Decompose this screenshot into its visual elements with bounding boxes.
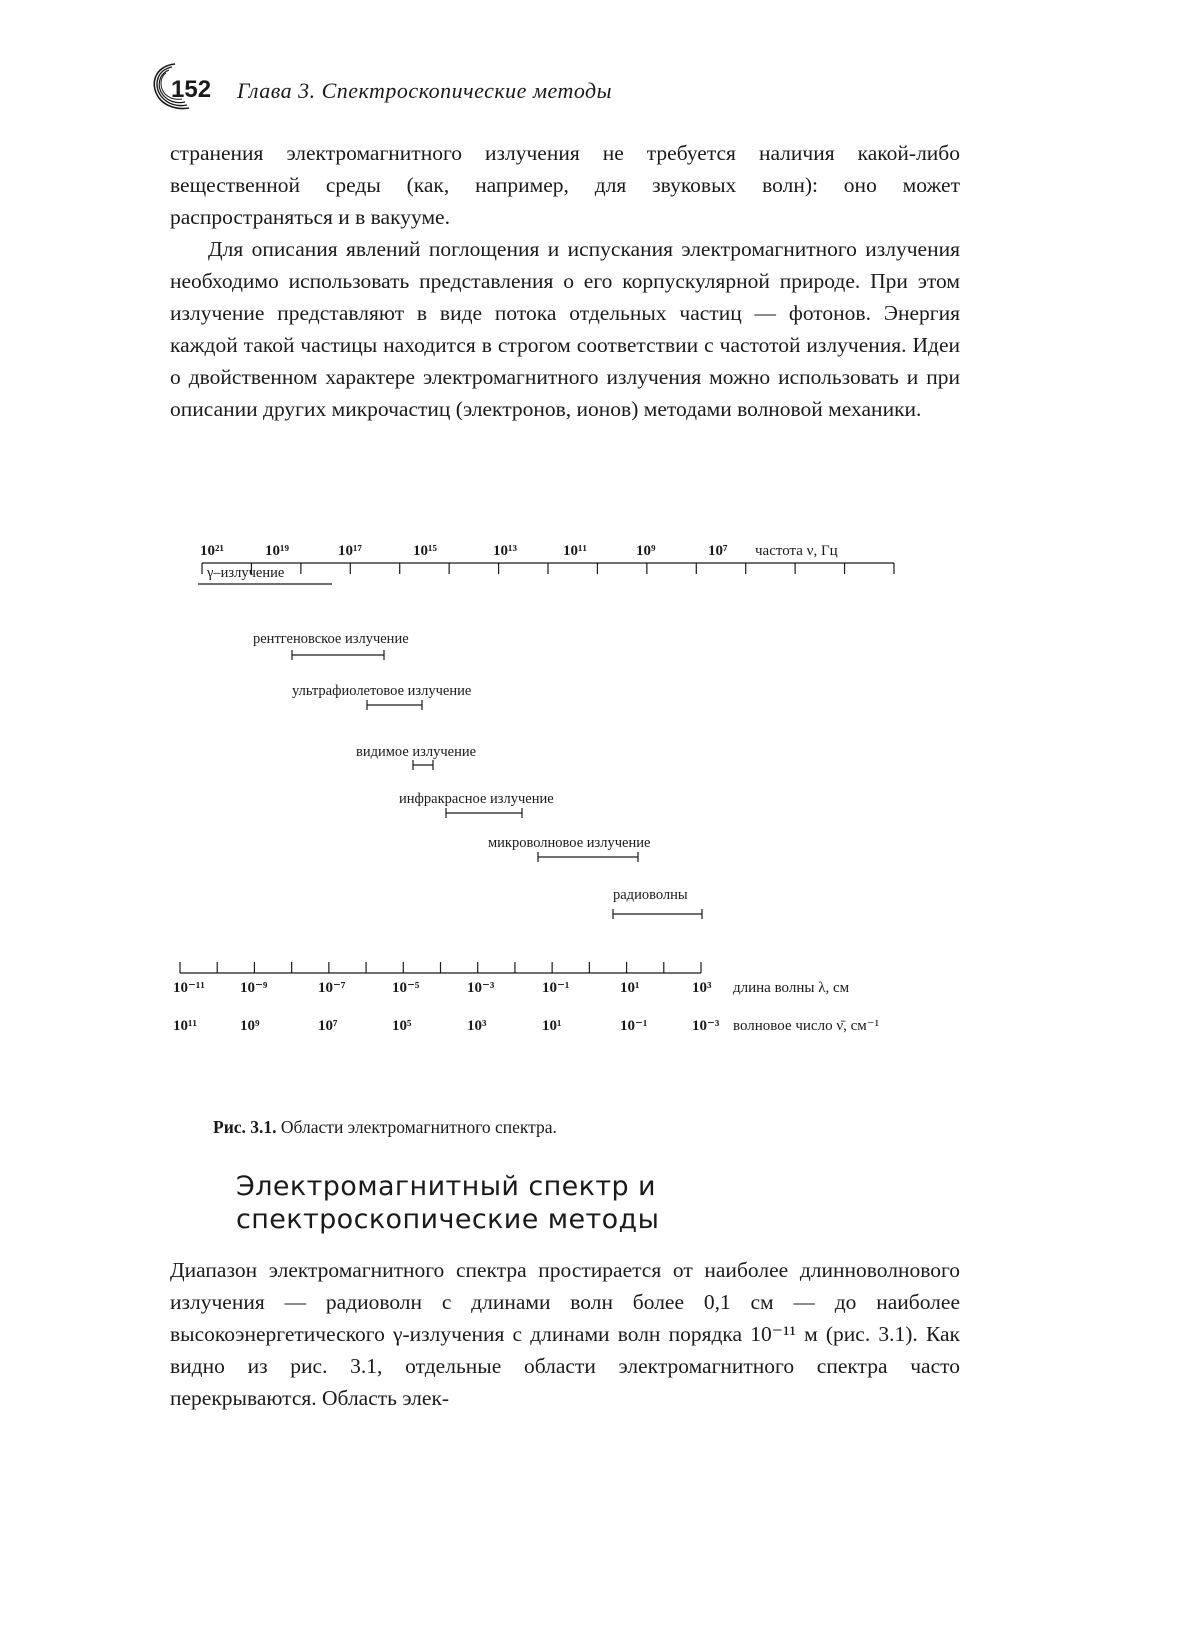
frequency-tick-label: 10⁹: [636, 543, 656, 559]
wavelength-axis-label: длина волны λ, см: [733, 980, 850, 996]
wavenumber-tick-label: 10⁻¹: [620, 1018, 648, 1034]
paragraph-1: странения электромагнитного излучения не требуется наличия какой-либо вещественной среды (как, например, для звуковых волн): оно может распространяться и в вакууме.: [170, 141, 960, 229]
spectrum-figure: [170, 530, 1000, 1100]
wavelength-tick-label: 10¹: [620, 980, 640, 996]
frequency-axis: [200, 543, 894, 574]
spectrum-diagram: [170, 530, 1000, 1100]
frequency-tick-label: 10¹¹: [563, 543, 587, 559]
wavenumber-axis: [173, 1018, 879, 1034]
frequency-tick-label: 10¹⁹: [265, 543, 289, 559]
region-visible: [356, 744, 476, 770]
wavelength-tick-label: 10⁻⁷: [318, 980, 346, 996]
region-gamma: [198, 565, 332, 584]
region-xray: [253, 631, 409, 660]
frequency-tick-label: 10²¹: [200, 543, 224, 559]
wavelength-tick-label: 10⁻¹¹: [173, 980, 205, 996]
region-radio: [613, 887, 702, 919]
wavelength-tick-label: 10³: [692, 980, 712, 996]
spectrum-regions: [198, 565, 702, 919]
wavelength-tick-label: 10⁻¹: [542, 980, 570, 996]
frequency-tick-label: 10¹⁵: [413, 543, 437, 559]
region-visible-label: видимое излучение: [356, 744, 477, 760]
wavelength-tick-label: 10⁻³: [467, 980, 495, 996]
page-number: 152: [171, 76, 212, 103]
wavelength-axis: [173, 962, 850, 996]
wavenumber-tick-label: 10¹: [542, 1018, 562, 1034]
frequency-tick-label: 10⁷: [708, 543, 728, 559]
wavelength-tick-label: 10⁻⁹: [240, 980, 268, 996]
wavenumber-tick-label: 10⁻³: [692, 1018, 720, 1034]
region-uv: [292, 683, 471, 710]
frequency-axis-label: частота ν, Гц: [755, 543, 838, 559]
region-uv-label: ультрафиолетовое излучение: [292, 683, 472, 699]
figure-caption-prefix: Рис. 3.1.: [213, 1117, 277, 1137]
running-title: Глава 3. Спектроскопические методы: [237, 78, 613, 103]
wavenumber-tick-label: 10⁷: [318, 1018, 338, 1034]
frequency-tick-label: 10¹⁷: [338, 543, 362, 559]
figure-caption-text: Области электромагнитного спектра.: [280, 1117, 557, 1137]
region-xray-label: рентгеновское излучение: [253, 631, 409, 647]
page-header: [145, 58, 965, 114]
section-title: Электромагнитный спектр и спектроскопические методы: [236, 1171, 660, 1235]
region-infrared: [399, 791, 554, 818]
wavenumber-tick-label: 10¹¹: [173, 1018, 197, 1034]
figure-caption: [213, 1117, 557, 1138]
region-microwave-label: микроволновое излучение: [488, 835, 651, 851]
wavenumber-axis-label: волновое число ν̄, см⁻¹: [733, 1018, 880, 1034]
region-infrared-label: инфракрасное излучение: [399, 791, 554, 807]
body-paragraph: Диапазон электромагнитного спектра простирается от наиболее длинноволнового излучения — радиоволн с длинами волн более 0,1 см — до наиболее высокоэнергетического γ-излучения с длинами волн порядка 10⁻¹¹ м (рис. 3.1). Как видно из рис. 3.1, отдельные области электромагнитного спектра часто перекрываются. Область элек-: [170, 1258, 960, 1410]
wavenumber-tick-label: 10⁹: [240, 1018, 260, 1034]
wavelength-tick-label: 10⁻⁵: [392, 980, 420, 996]
wavenumber-tick-label: 10⁵: [392, 1018, 412, 1034]
paragraph-2: Для описания явлений поглощения и испускания электромагнитного излучения необходимо использовать представления о его корпускулярной природе. При этом излучение представляют в виде потока отдельных частиц — фотонов. Энергия каждой такой частицы находится в строгом соответствии с частотой излучения. Идеи о двойственном характере электромагнитного излучения можно использовать и при описании других микрочастиц (электронов, ионов) методами волновой механики.: [170, 237, 960, 421]
region-microwave: [488, 835, 650, 862]
wavenumber-tick-label: 10³: [467, 1018, 487, 1034]
region-gamma-label: γ–излучение: [207, 565, 285, 581]
frequency-tick-label: 10¹³: [493, 543, 517, 559]
region-radio-label: радиоволны: [613, 887, 688, 903]
